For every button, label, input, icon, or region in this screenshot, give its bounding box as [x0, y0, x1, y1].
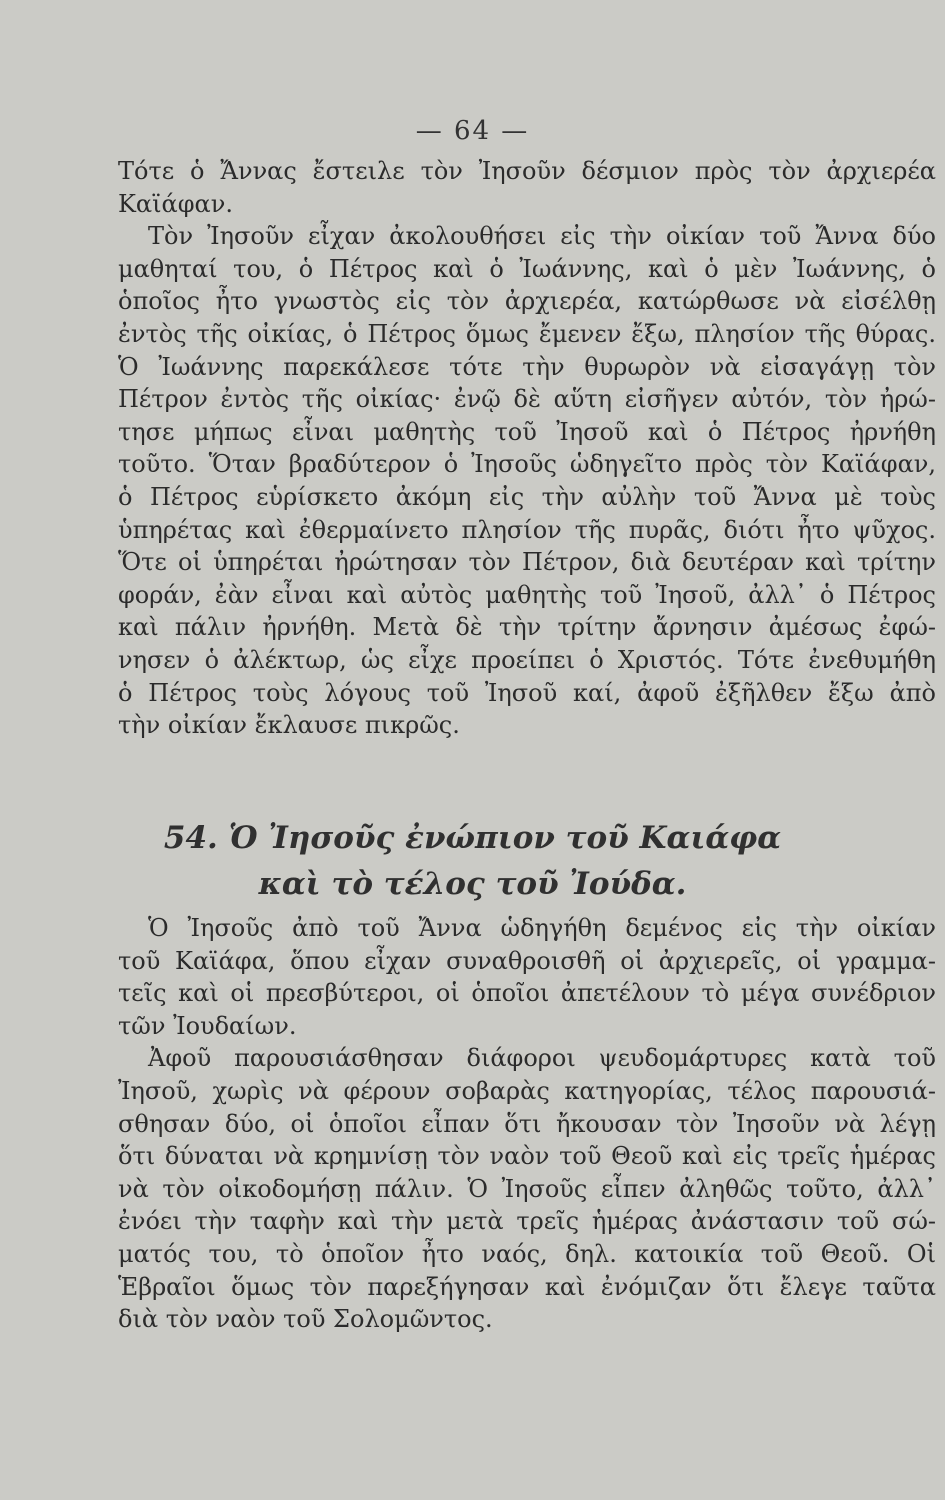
text-line: ὁ Πέτρος τοὺς λόγους τοῦ Ἰησοῦ καί, ἀφοῦ ἐξῆλθεν ἔξω ἀπὸ	[118, 678, 936, 707]
text-block-1	[118, 155, 936, 742]
text-line: ἐνόει τὴν ταφὴν καὶ τὴν μετὰ τρεῖς ἡμέρας ἀνάστασιν τοῦ σώ-	[118, 1207, 936, 1236]
text-line: Ὁ Ἰησοῦς ἀπὸ τοῦ Ἄννα ὡδηγήθη δεμένος εἰς τὴν οἰκίαν	[148, 914, 936, 942]
text-line: ὁποῖος ἦτο γνωστὸς εἰς τὸν ἀρχιερέα, κατώρθωσε νὰ εἰσέλθῃ	[118, 287, 936, 316]
text-line: τησε μήπως εἶναι μαθητὴς τοῦ Ἰησοῦ καὶ ὁ Πέτρος ἠρνήθη	[118, 417, 936, 446]
text-line: νὰ τὸν οἰκοδομήσῃ πάλιν. Ὁ Ἰησοῦς εἶπεν ἀληθῶς τοῦτο, ἀλλ᾿	[118, 1174, 936, 1203]
text-line: νησεν ὁ ἀλέκτωρ, ὡς εἶχε προείπει ὁ Χριστός. Τότε ἐνεθυμήθη	[118, 645, 936, 674]
text-line: σθησαν δύο, οἱ ὁποῖοι εἶπαν ὅτι ἤκουσαν τὸν Ἰησοῦν νὰ λέγῃ	[118, 1109, 936, 1138]
text-line: τὴν οἰκίαν ἔκλαυσε πικρῶς.	[118, 711, 460, 740]
page-number: — 64 —	[415, 116, 530, 146]
text-line: διὰ τὸν ναὸν τοῦ Σολομῶντος.	[118, 1305, 493, 1334]
text-line: ὑπηρέτας καὶ ἐθερμαίνετο πλησίον τῆς πυρᾶς, διότι ἦτο ψῦχος.	[118, 515, 936, 544]
text-line: ὅτι δύναται νὰ κρημνίσῃ τὸν ναὸν τοῦ Θεοῦ καὶ εἰς τρεῖς ἡμέρας	[118, 1142, 936, 1171]
text-line: τῶν Ἰουδαίων.	[118, 1011, 297, 1040]
text-line: Τὸν Ἰησοῦν εἶχαν ἀκολουθήσει εἰς τὴν οἰκίαν τοῦ Ἄννα δύο	[148, 222, 936, 251]
section-heading-line-2: καὶ τὸ τέλος τοῦ Ἰούδα.	[258, 866, 687, 902]
text-line: Ἀφοῦ παρουσιάσθησαν διάφοροι ψευδομάρτυρες κατὰ τοῦ	[148, 1044, 936, 1073]
text-line: μαθηταί του, ὁ Πέτρος καὶ ὁ Ἰωάννης, καὶ ὁ μὲν Ἰωάννης, ὁ	[118, 254, 936, 283]
text-line: φοράν, ἐὰν εἶναι καὶ αὐτὸς μαθητὴς τοῦ Ἰησοῦ, ἀλλ᾿ ὁ Πέτρος	[118, 580, 936, 609]
text-line: Ἑβραῖοι ὅμως τὸν παρεξήγησαν καὶ ἐνόμιζαν ὅτι ἔλεγε ταῦτα	[118, 1272, 936, 1301]
text-block-2	[118, 912, 936, 1336]
text-line: Ὅτε οἱ ὑπηρέται ἠρώτησαν τὸν Πέτρον, διὰ δευτέραν καὶ τρίτην	[118, 548, 936, 577]
text-line: Ὁ Ἰωάννης παρεκάλεσε τότε τὴν θυρωρὸν νὰ εἰσαγάγῃ τὸν	[118, 352, 936, 381]
text-line: τοῦτο. Ὅταν βραδύτερον ὁ Ἰησοῦς ὡδηγεῖτο πρὸς τὸν Καϊάφαν,	[118, 450, 936, 479]
text-line: ὁ Πέτρος εὑρίσκετο ἀκόμη εἰς τὴν αὐλὴν τοῦ Ἄννα μὲ τοὺς	[118, 482, 936, 511]
text-line: Καϊάφαν.	[118, 189, 233, 218]
text-line: καὶ πάλιν ἠρνήθη. Μετὰ δὲ τὴν τρίτην ἄρνησιν ἀμέσως ἐφώ-	[118, 613, 936, 642]
text-line: ματός του, τὸ ὁποῖον ἦτο ναός, δηλ. κατοικία τοῦ Θεοῦ. Οἱ	[118, 1239, 936, 1268]
section-heading	[0, 815, 945, 907]
section-heading-line-1: 54. Ὁ Ἰησοῦς ἐνώπιον τοῦ Καιάφα	[163, 820, 782, 856]
text-line: Τότε ὁ Ἄννας ἔστειλε τὸν Ἰησοῦν δέσμιον πρὸς τὸν ἀρχιερέα	[118, 157, 936, 185]
text-line: τοῦ Καϊάφα, ὅπου εἶχαν συναθροισθῆ οἱ ἀρχιερεῖς, οἱ γραμμα-	[118, 946, 936, 975]
text-line: τεῖς καὶ οἱ πρεσβύτεροι, οἱ ὁποῖοι ἀπετέλουν τὸ μέγα συνέδριον	[118, 979, 936, 1008]
text-line: Ἰησοῦ, χωρὶς νὰ φέρουν σοβαρὰς κατηγορίας, τέλος παρουσιά-	[118, 1076, 936, 1105]
text-line: Πέτρον ἐντὸς τῆς οἰκίας· ἐνῷ δὲ αὕτη εἰσῆγεν αὐτόν, τὸν ἠρώ-	[118, 385, 936, 414]
text-line: ἐντὸς τῆς οἰκίας, ὁ Πέτρος ὅμως ἔμενεν ἔξω, πλησίον τῆς θύρας.	[118, 319, 936, 348]
